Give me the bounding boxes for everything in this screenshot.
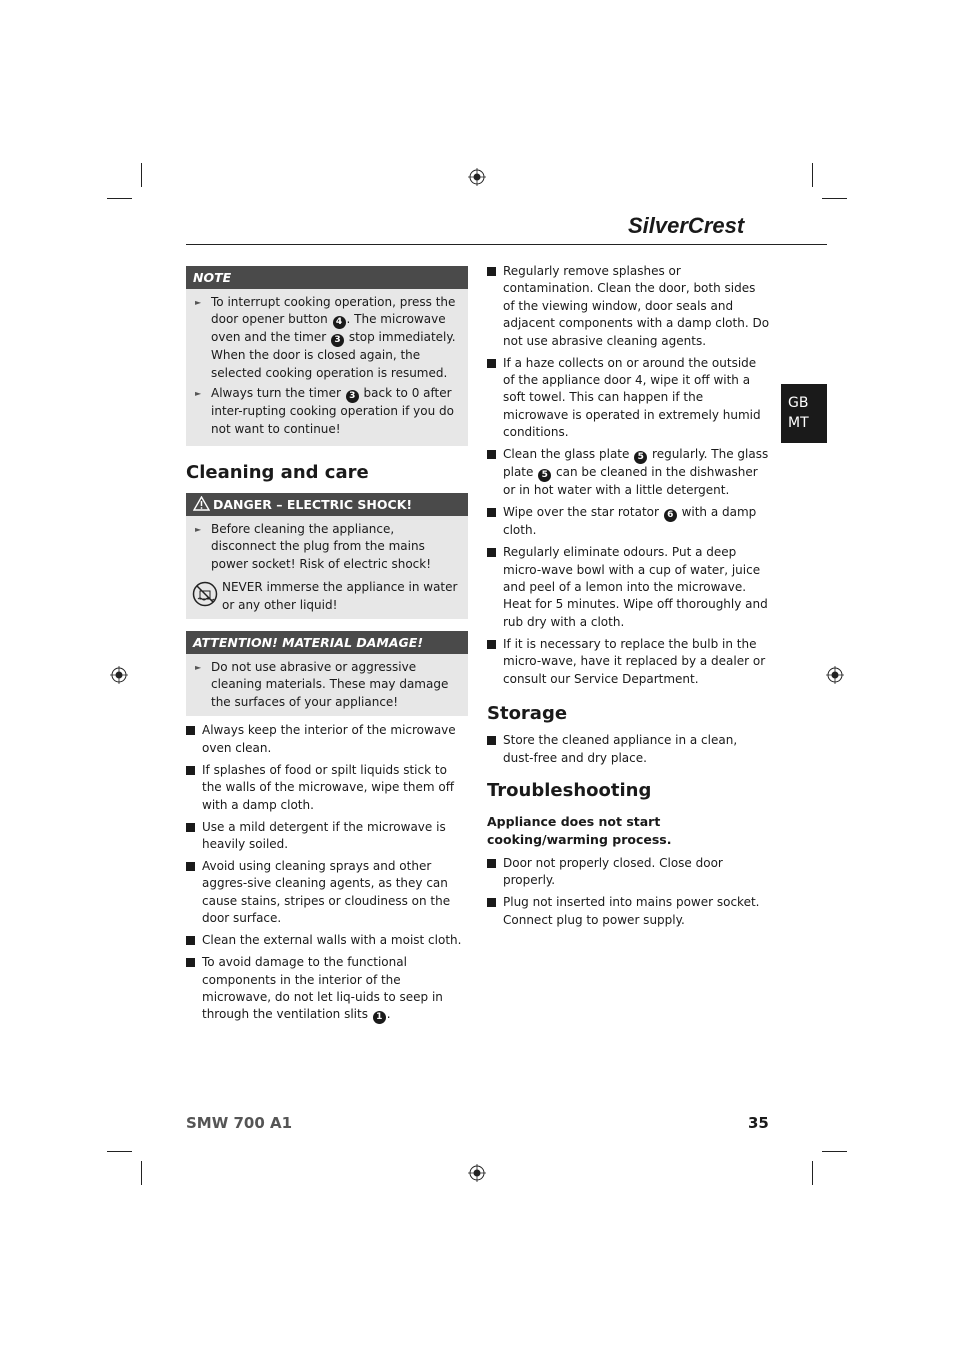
list-item: Clean the glass plate 5 regularly. The glass plate 5 can be cleaned in the dishwasher or in hot water with a little detergent. xyxy=(487,446,770,499)
language-tab xyxy=(781,384,827,443)
list-item: Always keep the interior of the microwave oven clean. xyxy=(186,722,468,757)
crop-mark xyxy=(822,198,847,199)
list-item: Wipe over the star rotator 6 with a damp cloth. xyxy=(487,504,770,539)
list-item: Door not properly closed. Close door properly. xyxy=(487,855,770,890)
crop-mark xyxy=(141,1161,142,1185)
danger-box-header xyxy=(186,493,468,516)
list-item: Store the cleaned appliance in a clean, dust-free and dry place. xyxy=(487,732,770,767)
part-number-badge: 3 xyxy=(331,334,344,347)
no-immerse-warning xyxy=(193,579,460,614)
crop-mark xyxy=(141,163,142,187)
left-column xyxy=(186,266,468,1029)
right-column xyxy=(487,263,770,934)
list-item: If it is necessary to replace the bulb in the micro-wave, have it replaced by a dealer or consult our Service Department. xyxy=(487,636,770,688)
attention-box-title: ATTENTION! MATERIAL DAMAGE! xyxy=(186,631,468,654)
danger-box-title: DANGER – ELECTRIC SHOCK! xyxy=(213,497,413,513)
registration-mark-icon xyxy=(826,666,844,684)
list-item: Regularly eliminate odours. Put a deep micro-wave bowl with a cup of water, juice and peel of a lemon into the microwave. Heat for 5 minutes. Wipe off thoroughly and rub dry with a cloth. xyxy=(487,544,770,631)
part-number-badge: 3 xyxy=(346,390,359,403)
part-number-badge: 5 xyxy=(634,451,647,464)
section-heading-troubleshooting: Troubleshooting xyxy=(487,779,652,801)
registration-mark-icon xyxy=(110,666,128,684)
note-item: ► To interrupt cooking operation, press the door opener button 4 . The microwave oven and the timer 3 stop immediately. When the door is closed again, the selected cooking operation is resumed. xyxy=(193,294,460,382)
no-immerse-text: NEVER immerse the appliance in water or any other liquid! xyxy=(222,580,458,612)
note-item: ► Always turn the timer 3 back to 0 after inter-rupting cooking operation if you do not want to continue! xyxy=(193,385,460,438)
brand-logo-text: SilverCrest xyxy=(628,213,745,238)
list-item: Avoid using cleaning sprays and other aggres-sive cleaning agents, as they can cause stains, stripes or cloudiness on the door surface. xyxy=(186,858,468,928)
cleaning-list-left xyxy=(186,722,468,1024)
list-item: Use a mild detergent if the microwave is heavily soiled. xyxy=(186,819,468,854)
crop-mark xyxy=(822,1151,847,1152)
language-code: MT xyxy=(788,415,809,431)
troubleshooting-problem: Appliance does not start cooking/warming process. xyxy=(487,813,672,847)
list-item: Clean the external walls with a moist cloth. xyxy=(186,932,468,949)
attention-box xyxy=(186,631,468,716)
note-box-title: NOTE xyxy=(186,266,468,289)
list-item: Plug not inserted into mains power socket. Connect plug to power supply. xyxy=(487,894,770,929)
part-number-badge: 6 xyxy=(664,509,677,522)
header-rule xyxy=(186,244,827,245)
footer-model: SMW 700 A1 xyxy=(186,1114,293,1132)
part-number-badge: 4 xyxy=(333,316,346,329)
section-heading-cleaning: Cleaning and care xyxy=(186,462,369,484)
part-number-badge: 5 xyxy=(538,469,551,482)
crop-mark xyxy=(812,163,813,187)
crop-mark xyxy=(107,1151,132,1152)
no-water-immersion-icon xyxy=(192,581,218,607)
brand-logo xyxy=(628,212,768,238)
language-code: GB xyxy=(788,395,809,411)
danger-box xyxy=(186,493,468,619)
registration-mark-icon xyxy=(468,1164,486,1182)
list-item: To avoid damage to the functional components in the interior of the microwave, do not let liq-uids to seep in through the ventilation slits 1 . xyxy=(186,954,468,1024)
crop-mark xyxy=(812,1161,813,1185)
page-number: 35 xyxy=(748,1114,769,1132)
danger-item: ► Before cleaning the appliance, disconnect the plug from the mains power socket! Risk of electric shock! xyxy=(193,521,460,573)
registration-mark-icon xyxy=(468,168,486,186)
warning-triangle-icon xyxy=(193,496,210,511)
list-item: If splashes of food or spilt liquids stick to the walls of the microwave, wipe them off with a damp cloth. xyxy=(186,762,468,814)
section-heading-storage: Storage xyxy=(487,703,568,725)
list-item: Regularly remove splashes or contamination. Clean the door, both sides of the viewing window, door seals and adjacent components with a damp cloth. Do not use abrasive cleaning agents. xyxy=(487,263,770,350)
attention-item: ► Do not use abrasive or aggressive cleaning materials. These may damage the surfaces of your appliance! xyxy=(193,659,460,711)
crop-mark xyxy=(107,198,132,199)
list-item: If a haze collects on or around the outside of the appliance door 4, wipe it off with a soft towel. This can happen if the microwave is operated in extremely humid conditions. xyxy=(487,355,770,442)
part-number-badge: 1 xyxy=(373,1011,386,1024)
note-box xyxy=(186,266,468,446)
cleaning-list-right xyxy=(487,263,770,688)
